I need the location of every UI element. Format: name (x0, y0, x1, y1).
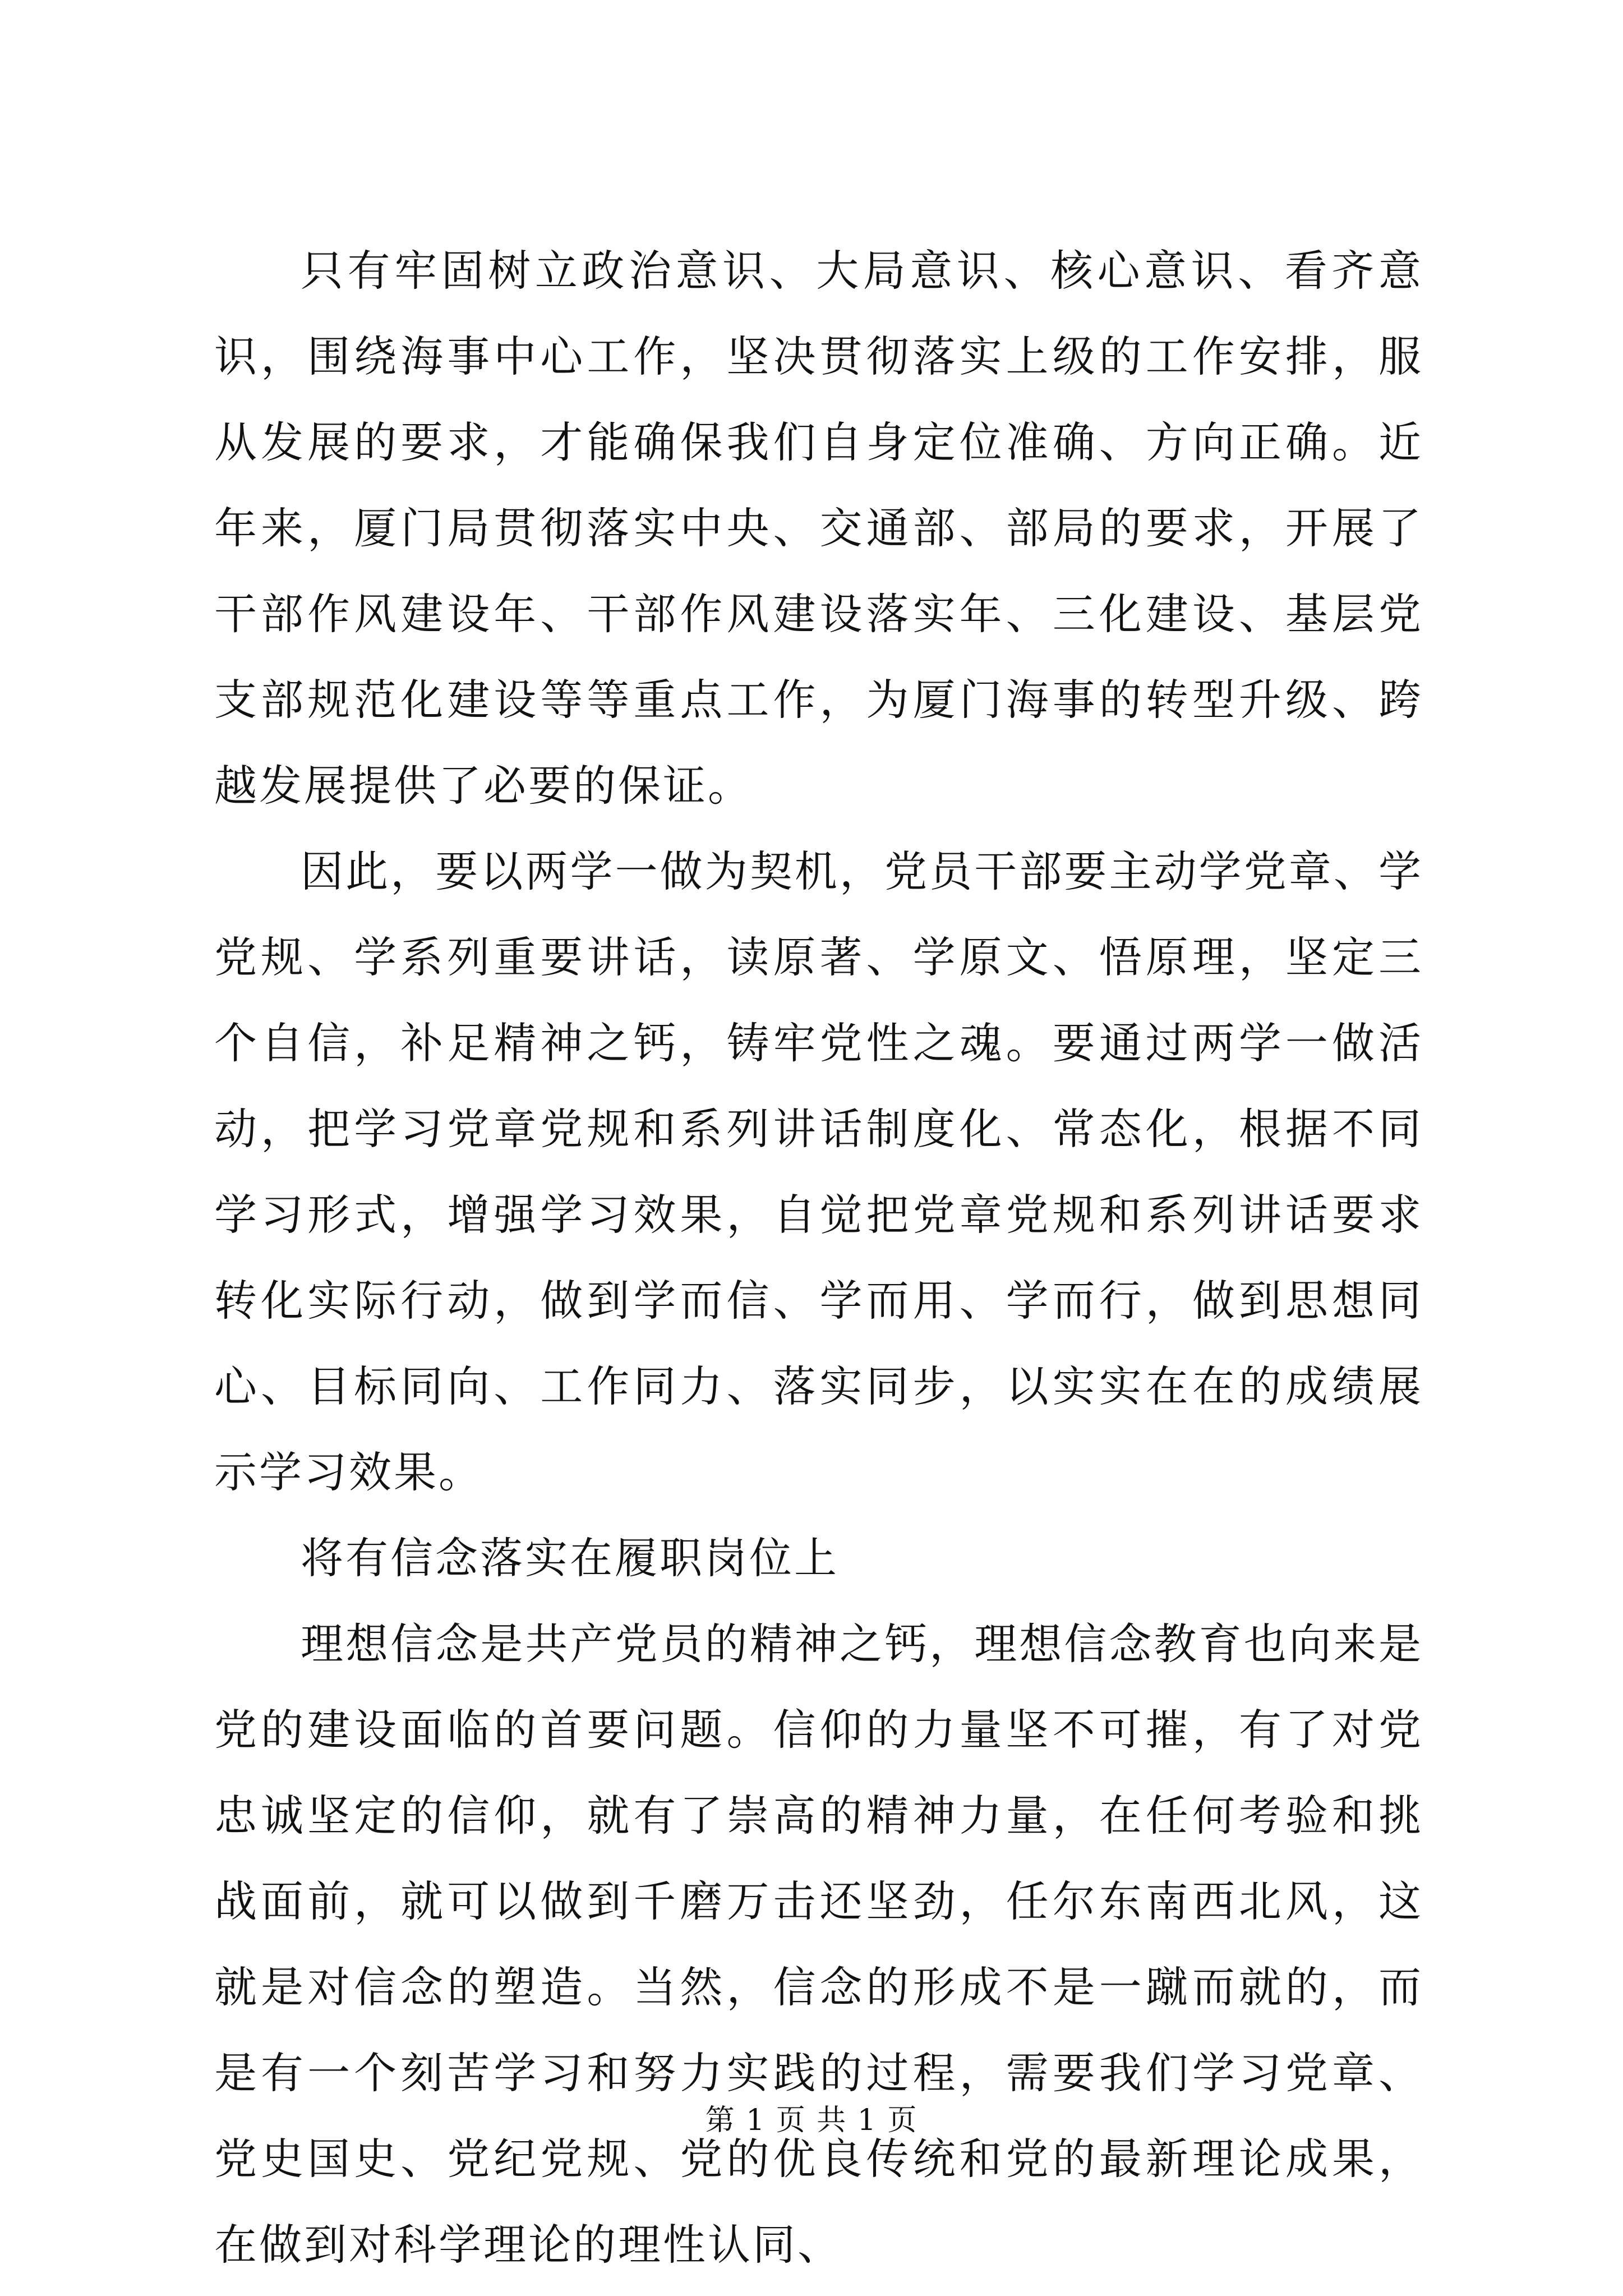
paragraph: 因此，要以两学一做为契机，党员干部要主动学党章、学党规、学系列重要讲话，读原著、学原文、悟原理，坚定三个自信，补足精神之钙，铸牢党性之魂。要通过两学一做活动，把学习党章党规和系列讲话制度化、常态化，根据不同学习形式，增强学习效果，自觉把党章党规和系列讲话要求转化实际行动，做到学而信、学而用、学而行，做到思想同心、目标同向、工作同力、落实同步，以实实在在的成绩展示学习效果。 (214, 846, 1423, 1497)
paragraph: 理想信念是共产党员的精神之钙，理想信念教育也向来是党的建设面临的首要问题。信仰的力量坚不可摧，有了对党忠诚坚定的信仰，就有了崇高的精神力量，在任何考验和挑战面前，就可以做到千磨万击还坚劲，任尔东南西北风，这就是对信念的塑造。当然，信念的形成不是一蹴而就的，而是有一个刻苦学习和努力实践的过程，需要我们学习党章、党史国史、党纪党规、党的优良传统和党的最新理论成果，在做到对科学理论的理性认同、 (214, 1619, 1423, 2270)
paragraph: 只有牢固树立政治意识、大局意识、核心意识、看齐意识，围绕海事中心工作，坚决贯彻落实上级的工作安排，服从发展的要求，才能确保我们自身定位准确、方向正确。近年来，厦门局贯彻落实中央、交通部、部局的要求，开展了干部作风建设年、干部作风建设落实年、三化建设、基层党支部规范化建设等等重点工作，为厦门海事的转型升级、跨越发展提供了必要的保证。 (214, 246, 1423, 811)
page-footer: 第 1 页 共 1 页 (705, 2104, 918, 2137)
document-body (214, 228, 1423, 2288)
section-heading: 将有信念落实在履职岗位上 (301, 1533, 839, 1583)
